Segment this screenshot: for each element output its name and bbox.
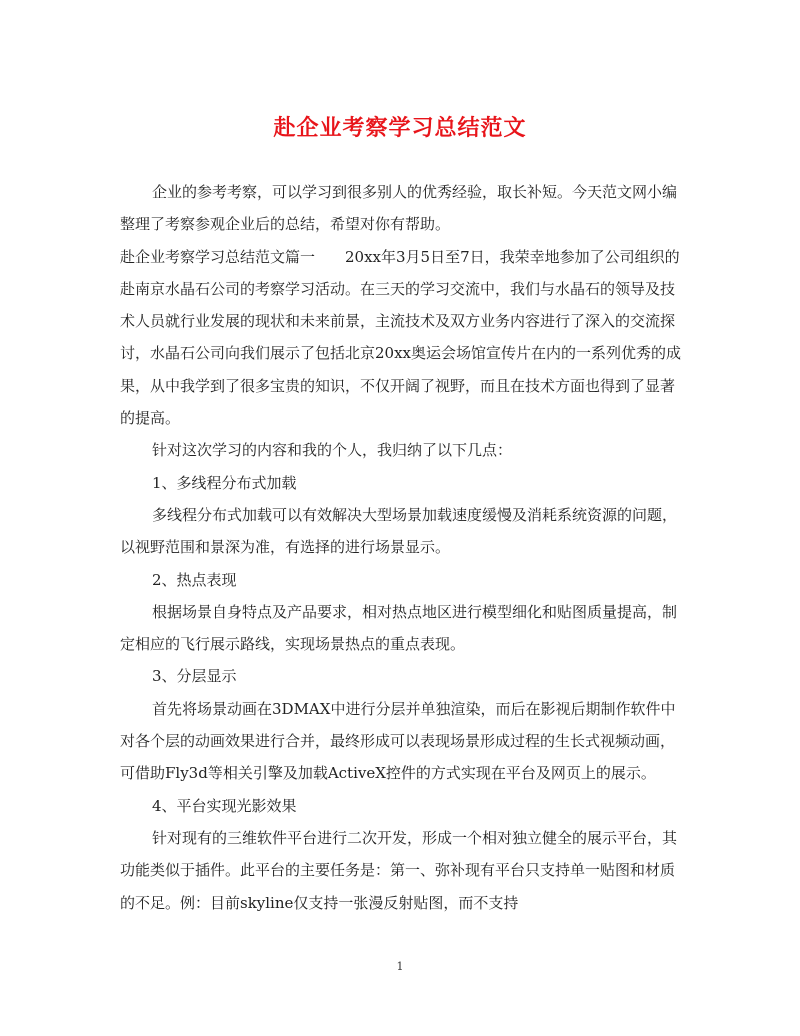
heading-point-3: 3、分层显示 bbox=[152, 667, 237, 686]
heading-point-4: 4、平台实现光影效果 bbox=[152, 796, 297, 815]
document-title: 赴企业考察学习总结范文 bbox=[273, 115, 527, 141]
page-number: 1 bbox=[396, 960, 404, 973]
paragraph-intro: 企业的参考考察，可以学习到很多别人的优秀经验，取长补短。今天范文网小编整理了考察参观企业后的总结，希望对你有帮助。 bbox=[120, 183, 678, 234]
paragraph-point-3: 首先将场景动画在3DMAX中进行分层并单独渲染，而后在影视后期制作软件中对各个层的动画效果进行合并，最终形成可以表现场景形成过程的生长式视频动画，可借助Fly3d等相关引擎及加载ActiveX控件的方式实现在平台及网页上的展示。 bbox=[120, 699, 676, 783]
paragraph-point-2: 根据场景自身特点及产品要求，相对热点地区进行模型细化和贴图质量提高，制定相应的飞行展示路线，实现场景热点的重点表现。 bbox=[120, 602, 678, 654]
document-body bbox=[120, 176, 685, 919]
paragraph-summary-lead: 针对这次学习的内容和我的个人，我归纳了以下几点： bbox=[152, 441, 513, 460]
heading-point-2: 2、热点表现 bbox=[152, 570, 237, 589]
heading-point-1: 1、多线程分布式加载 bbox=[152, 473, 297, 492]
paragraph-article-one: 赴企业考察学习总结范文篇一 20xx年3月5日至7日，我荣幸地参加了公司组织的赴南京水晶石公司的考察学习活动。在三天的学习交流中，我们与水晶石的领导及技术人员就行业发展的现状和未来前景，主流技术及双方业务内容进行了深入的交流探讨，水晶石公司向我们展示了包括北京20xx奥运会场馆宣传片在内的一系列优秀的成果，从中我学到了很多宝贵的知识，不仅开阔了视野，而且在技术方面也得到了显著的提高。 bbox=[120, 247, 682, 428]
paragraph-point-1: 多线程分布式加载可以有效解决大型场景加载速度缓慢及消耗系统资源的问题，以视野范围和景深为准，有选择的进行场景显示。 bbox=[120, 505, 678, 557]
paragraph-point-4: 针对现有的三维软件平台进行二次开发，形成一个相对独立健全的展示平台，其功能类似于插件。此平台的主要任务是：第一、弥补现有平台只支持单一贴图和材质的不足。例：目前skyline仅支持一张漫反射贴图，而不支持 bbox=[120, 828, 678, 912]
